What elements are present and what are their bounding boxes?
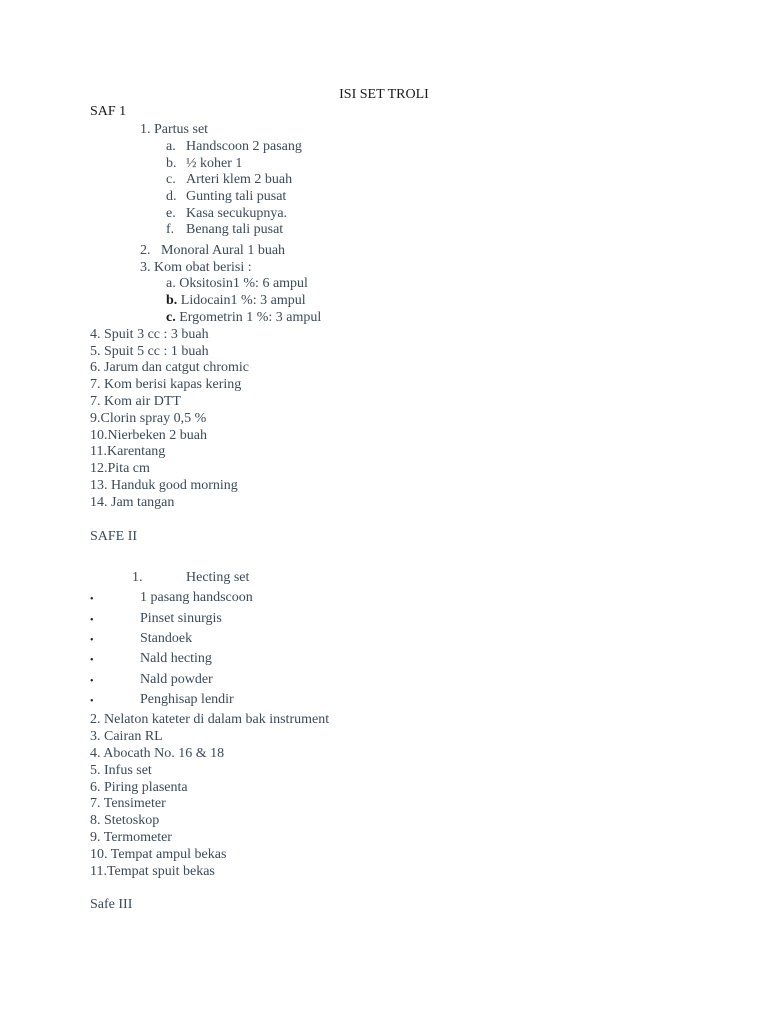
list-item: 4. Abocath No. 16 & 18 bbox=[90, 746, 225, 761]
safe3-heading: Safe III bbox=[90, 897, 133, 912]
obat-item bbox=[166, 309, 321, 326]
bullet-item: Nald powder bbox=[140, 672, 213, 687]
sub-item-letter: e. bbox=[166, 206, 176, 221]
bullet-item: Penghisap lendir bbox=[140, 692, 234, 707]
list-item: 2. Nelaton kateter di dalam bak instrument bbox=[90, 712, 330, 727]
bullet-icon: • bbox=[90, 655, 94, 666]
obat-letter: b. bbox=[166, 293, 178, 308]
list-item: 12.Pita cm bbox=[90, 461, 150, 476]
list-item: 10.Nierbeken 2 buah bbox=[90, 428, 208, 443]
sub-item-letter: f. bbox=[166, 222, 175, 237]
sub-item-letter: d. bbox=[166, 189, 177, 204]
sub-item-text: Arteri klem 2 buah bbox=[186, 172, 293, 187]
list-item: 14. Jam tangan bbox=[90, 495, 175, 510]
page-title: ISI SET TROLI bbox=[339, 87, 429, 102]
list-item: 3. Cairan RL bbox=[90, 729, 163, 744]
sub-item-letter: a. bbox=[166, 139, 176, 154]
safe2-heading: SAFE II bbox=[90, 529, 138, 544]
list-item: 8. Stetoskop bbox=[90, 813, 160, 828]
list-item: 9.Clorin spray 0,5 % bbox=[90, 411, 207, 426]
list-item: 11.Tempat spuit bekas bbox=[90, 864, 215, 879]
sub-item-letter: b. bbox=[166, 156, 177, 171]
sub-item-text: Benang tali pusat bbox=[186, 222, 284, 237]
safe2-item-1-text: Hecting set bbox=[186, 570, 250, 585]
obat-text: Lidocain1 %: 3 ampul bbox=[177, 293, 306, 308]
list-item: 4. Spuit 3 cc : 3 buah bbox=[90, 327, 209, 342]
bullet-item: Pinset sinurgis bbox=[140, 611, 222, 626]
obat-text: Oksitosin1 %: 6 ampul bbox=[175, 276, 308, 291]
obat-item bbox=[166, 275, 308, 292]
bullet-icon: • bbox=[90, 615, 94, 626]
bullet-icon: • bbox=[90, 635, 94, 646]
list-item: 7. Kom air DTT bbox=[90, 394, 181, 409]
list-item: 5. Spuit 5 cc : 1 buah bbox=[90, 344, 209, 359]
list-item: 6. Jarum dan catgut chromic bbox=[90, 360, 250, 375]
saf1-item-2: 2. Monoral Aural 1 buah bbox=[140, 243, 286, 258]
obat-item bbox=[166, 292, 306, 309]
saf1-heading: SAF 1 bbox=[90, 104, 127, 119]
safe2-item-1-number: 1. bbox=[132, 570, 143, 585]
obat-text: Ergometrin 1 %: 3 ampul bbox=[175, 310, 322, 325]
sub-item-text: Gunting tali pusat bbox=[186, 189, 287, 204]
obat-letter: c. bbox=[166, 310, 176, 325]
list-item: 7. Kom berisi kapas kering bbox=[90, 377, 242, 392]
sub-item-text: Kasa secukupnya. bbox=[186, 206, 288, 221]
list-item: 7. Tensimeter bbox=[90, 796, 166, 811]
list-item: 13. Handuk good morning bbox=[90, 478, 238, 493]
saf1-item-3: 3. Kom obat berisi : bbox=[140, 260, 252, 275]
bullet-icon: • bbox=[90, 676, 94, 687]
bullet-icon: • bbox=[90, 696, 94, 707]
list-item: 10. Tempat ampul bekas bbox=[90, 847, 227, 862]
obat-letter: a. bbox=[166, 276, 176, 291]
list-item: 5. Infus set bbox=[90, 763, 152, 778]
sub-item-text: ½ koher 1 bbox=[186, 156, 243, 171]
bullet-item: 1 pasang handscoon bbox=[140, 590, 253, 605]
bullet-icon: • bbox=[90, 594, 94, 605]
bullet-item: Standoek bbox=[140, 631, 193, 646]
bullet-item: Nald hecting bbox=[140, 651, 212, 666]
list-item: 9. Termometer bbox=[90, 830, 172, 845]
list-item: 6. Piring plasenta bbox=[90, 780, 188, 795]
sub-item-letter: c. bbox=[166, 172, 176, 187]
list-item: 11.Karentang bbox=[90, 444, 166, 459]
saf1-item-1: 1. Partus set bbox=[140, 122, 209, 137]
sub-item-text: Handscoon 2 pasang bbox=[186, 139, 302, 154]
